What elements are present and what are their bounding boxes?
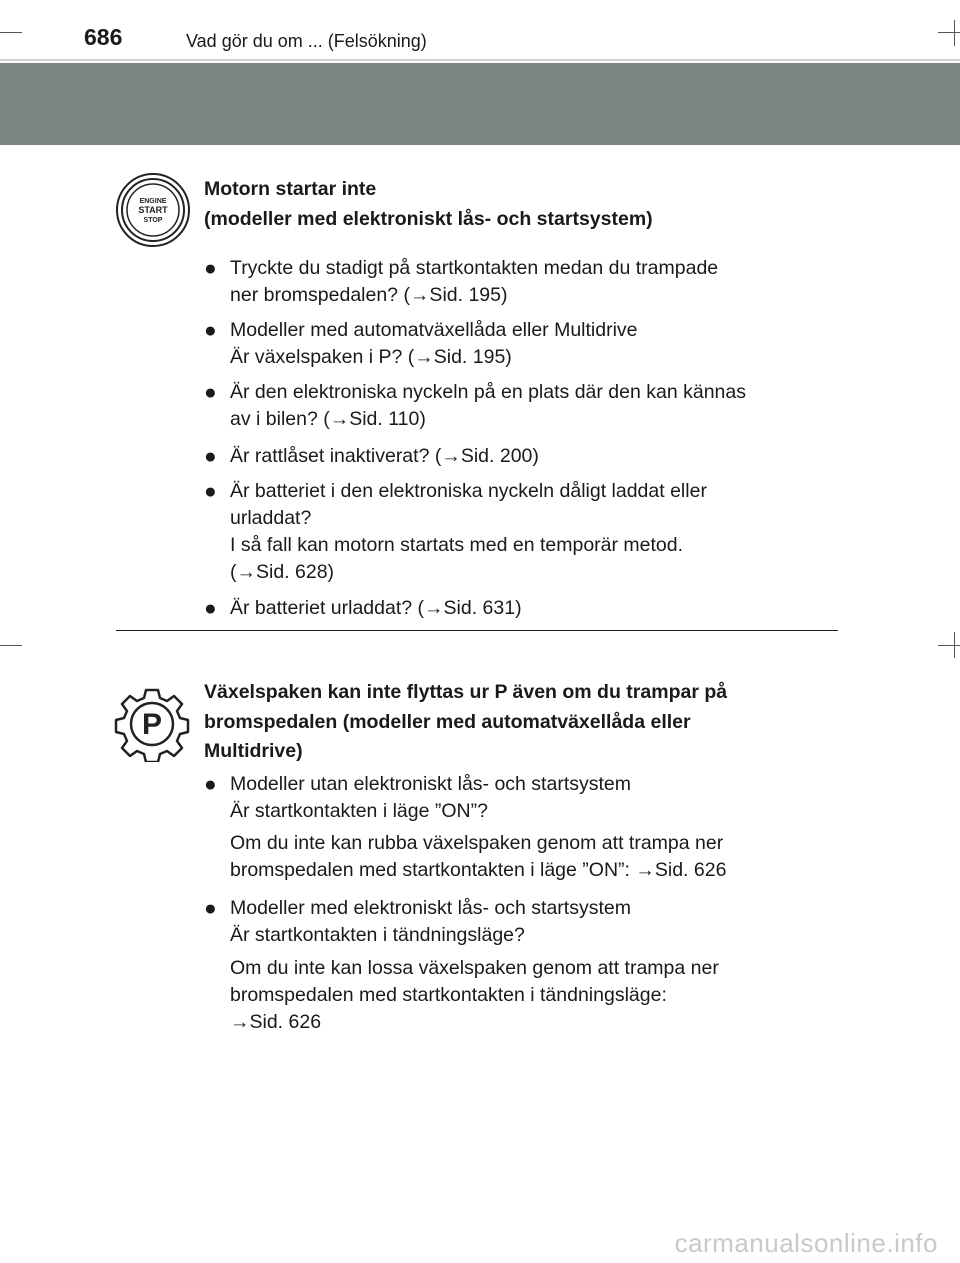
icon-text-p: P <box>141 708 163 741</box>
list-item <box>204 317 830 371</box>
note-text: →Sid. 626 <box>230 1011 322 1033</box>
item-text: Modeller utan elektroniskt lås- och startsystem <box>230 773 631 795</box>
bullet-icon: ● <box>204 319 217 342</box>
list-item <box>204 379 830 433</box>
item-text: Modeller med automatväxellåda eller Multidrive <box>230 319 638 341</box>
bullet-icon: ● <box>204 773 217 796</box>
bullet-icon: ● <box>204 480 217 503</box>
crop-mark <box>954 20 955 46</box>
watermark: carmanualsonline.info <box>674 1228 938 1258</box>
bullet-icon: ● <box>204 897 217 920</box>
item-text: Är rattlåset inaktiverat? (→Sid. 200) <box>230 445 539 467</box>
note-text: bromspedalen med startkontakten i tändningsläge: <box>230 984 667 1006</box>
bullet-icon: ● <box>204 381 217 404</box>
item-note <box>230 955 830 1036</box>
page-header-title: Vad gör du om ... (Felsökning) <box>186 31 427 51</box>
item-text: (→Sid. 628) <box>230 561 335 583</box>
list-item <box>204 895 830 949</box>
icon-text-engine: ENGINE <box>139 198 167 205</box>
item-text: Tryckte du stadigt på startkontakten medan du trampade <box>230 257 719 279</box>
crop-mark <box>938 32 960 33</box>
item-text: av i bilen? (→Sid. 110) <box>230 408 426 430</box>
header-band <box>0 63 960 145</box>
bullet-icon: ● <box>204 257 217 280</box>
item-text: I så fall kan motorn startats med en temporär metod. <box>230 534 684 556</box>
item-text: Är batteriet i den elektroniska nyckeln dåligt laddat eller <box>230 480 707 502</box>
icon-text-stop: STOP <box>143 217 163 224</box>
engine-start-stop-icon <box>115 172 191 248</box>
list-item <box>204 478 830 586</box>
list-item <box>204 443 830 470</box>
item-text: Är batteriet urladdat? (→Sid. 631) <box>230 597 522 619</box>
section-divider <box>116 630 838 631</box>
note-text: Om du inte kan lossa växelspaken genom att trampa ner <box>230 957 719 979</box>
header-rule <box>0 59 960 61</box>
bullet-icon: ● <box>204 597 217 620</box>
item-text: Är växelspaken i P? (→Sid. 195) <box>230 346 512 368</box>
list-item <box>204 255 830 309</box>
item-text: Är startkontakten i läge ”ON”? <box>230 800 488 822</box>
item-text: Är den elektroniska nyckeln på en plats där den kan kännas <box>230 381 746 403</box>
crop-mark <box>938 645 960 646</box>
item-text: urladdat? <box>230 507 312 529</box>
section2-title-line2: bromspedalen (modeller med automatväxellåda eller <box>204 711 691 733</box>
section2-title-line1: Växelspaken kan inte flyttas ur P även om du trampar på <box>204 681 728 703</box>
note-text: Om du inte kan rubba växelspaken genom att trampa ner <box>230 832 724 854</box>
item-text: Är startkontakten i tändningsläge? <box>230 924 525 946</box>
crop-mark <box>0 32 22 33</box>
page-number: 686 <box>84 24 123 50</box>
crop-mark <box>0 645 22 646</box>
list-item <box>204 595 830 622</box>
park-gear-icon <box>114 686 190 762</box>
crop-mark <box>954 632 955 658</box>
bullet-icon: ● <box>204 445 217 468</box>
item-text: Modeller med elektroniskt lås- och startsystem <box>230 897 631 919</box>
list-item <box>204 771 830 825</box>
section1-title-line2: (modeller med elektroniskt lås- och startsystem) <box>204 208 653 230</box>
section1-title-line1: Motorn startar inte <box>204 178 377 200</box>
icon-text-start: START <box>138 205 168 215</box>
section2-title-line3: Multidrive) <box>204 740 303 762</box>
note-text: bromspedalen med startkontakten i läge ”ON”: →Sid. 626 <box>230 859 727 881</box>
item-text: ner bromspedalen? (→Sid. 195) <box>230 284 508 306</box>
item-note <box>230 830 830 884</box>
